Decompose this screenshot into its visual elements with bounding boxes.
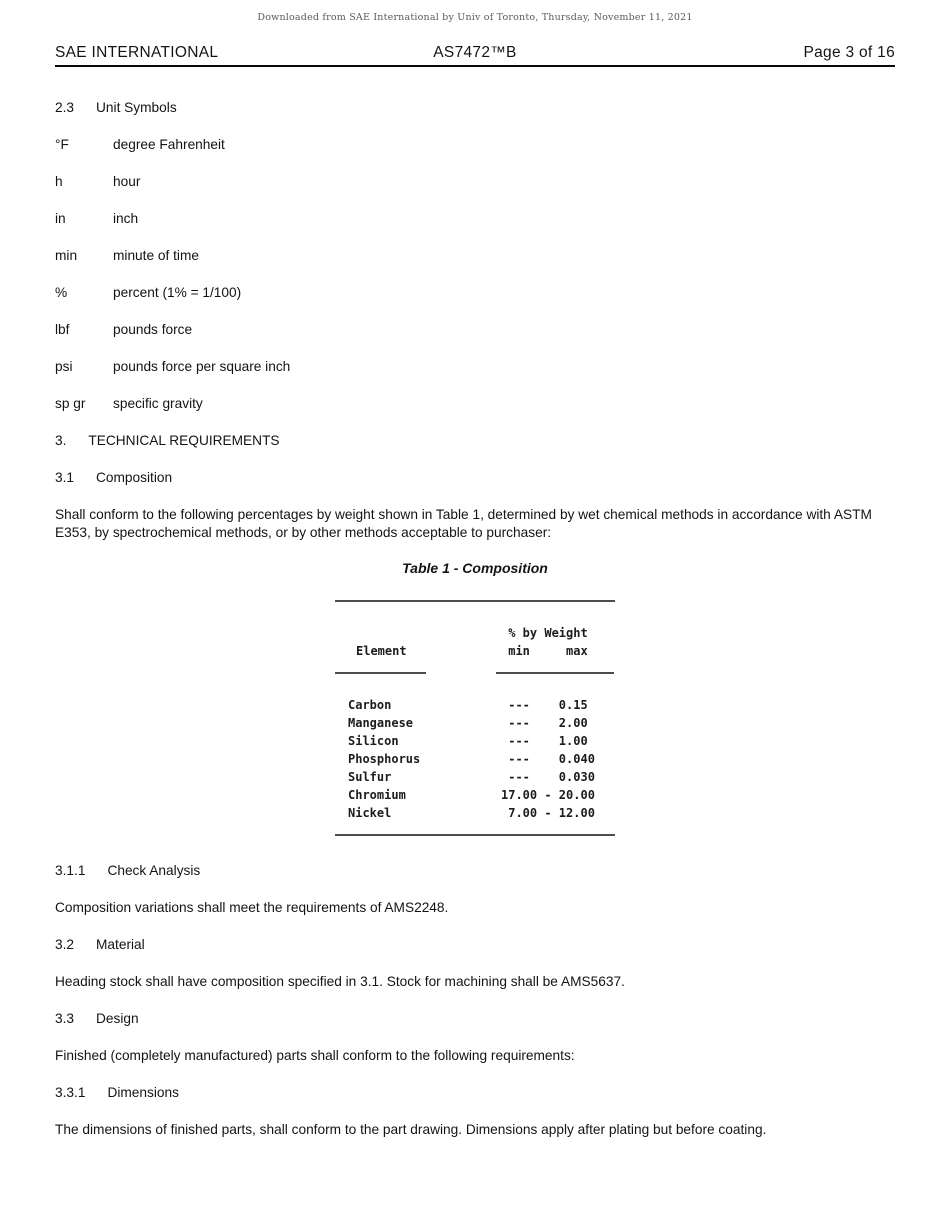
weight-column-header: % by Weight — [501, 626, 588, 640]
unit-definition: pounds force per square inch — [113, 359, 291, 374]
unit-definition: minute of time — [113, 248, 199, 263]
composition-table — [335, 600, 615, 836]
section-heading-check-analysis — [55, 862, 895, 880]
table1-title: Table 1 - Composition — [402, 560, 548, 576]
unit-symbol: % — [55, 285, 68, 300]
element-cell: Sulfur — [348, 770, 392, 784]
unit-row — [55, 136, 895, 154]
section-heading-dimensions — [55, 1084, 895, 1102]
design-paragraph: Finished (completely manufactured) parts shall conform to the following requirements: — [55, 1048, 575, 1063]
unit-definition: inch — [113, 211, 139, 226]
unit-row — [55, 247, 895, 265]
value-cell: --- 0.040 — [501, 752, 595, 766]
header-spacer — [335, 624, 501, 642]
section-title: Dimensions — [107, 1085, 179, 1100]
unit-row — [55, 173, 895, 191]
unit-definition: percent (1% = 1/100) — [113, 285, 242, 300]
unit-row — [55, 358, 895, 376]
table-row — [335, 714, 615, 732]
document-number: AS7472™B — [433, 44, 517, 61]
running-header — [55, 44, 895, 67]
dimensions-paragraph: The dimensions of finished parts, shall conform to the part drawing. Dimensions apply after plating but before coating. — [55, 1122, 767, 1137]
table-row — [335, 786, 615, 804]
section-title: TECHNICAL REQUIREMENTS — [88, 433, 280, 448]
unit-symbol: sp gr — [55, 396, 86, 411]
section-heading-material — [55, 936, 895, 954]
value-cell: --- 1.00 — [501, 734, 588, 748]
section-number: 2.3 — [55, 100, 75, 115]
section-number: 3.3.1 — [55, 1085, 86, 1100]
unit-symbol: h — [55, 174, 63, 189]
element-cell: Chromium — [348, 788, 406, 802]
element-cell: Carbon — [348, 698, 392, 712]
element-cell: Nickel — [348, 806, 392, 820]
element-cell: Manganese — [348, 716, 414, 730]
section-title: Check Analysis — [107, 863, 201, 878]
unit-symbol: min — [55, 248, 78, 263]
section-heading-technical-requirements — [55, 432, 895, 450]
table-row — [335, 732, 615, 750]
unit-row — [55, 284, 895, 302]
section-number: 3.2 — [55, 937, 75, 952]
table-row — [335, 696, 615, 714]
section-title: Material — [96, 937, 145, 952]
section-heading-design — [55, 1010, 895, 1028]
table1-body — [335, 674, 615, 822]
unit-definition: degree Fahrenheit — [113, 137, 225, 152]
section-number: 3. — [55, 433, 67, 448]
unit-definition: pounds force — [113, 322, 193, 337]
download-watermark: Downloaded from SAE International by Univ of Toronto, Thursday, November 11, 2021 — [257, 12, 693, 23]
page-number: Page 3 of 16 — [803, 44, 895, 61]
section-heading-unit-symbols — [55, 99, 895, 117]
element-cell: Phosphorus — [348, 752, 421, 766]
section-number: 3.3 — [55, 1011, 75, 1026]
section-title: Composition — [96, 470, 173, 485]
unit-row — [55, 321, 895, 339]
table-row — [335, 750, 615, 768]
value-cell: 17.00 - 20.00 — [501, 788, 595, 802]
material-paragraph: Heading stock shall have composition specified in 3.1. Stock for machining shall be AMS5637. — [55, 974, 625, 989]
publisher-title: SAE INTERNATIONAL — [55, 44, 219, 61]
page-content — [55, 99, 895, 1139]
unit-definition: specific gravity — [113, 396, 203, 411]
section-title: Design — [96, 1011, 139, 1026]
value-cell: --- 0.030 — [501, 770, 595, 784]
section-number: 3.1 — [55, 470, 75, 485]
header-underlines — [335, 672, 615, 674]
check-analysis-paragraph: Composition variations shall meet the requirements of AMS2248. — [55, 900, 449, 915]
section-number: 3.1.1 — [55, 863, 86, 878]
unit-symbol-list — [55, 136, 895, 413]
value-cell: 7.00 - 12.00 — [501, 806, 595, 820]
table-row — [335, 768, 615, 786]
weight-underline — [496, 672, 614, 674]
unit-symbol: °F — [55, 137, 69, 152]
value-cell: --- 0.15 — [501, 698, 588, 712]
unit-symbol: psi — [55, 359, 73, 374]
section-title: Unit Symbols — [96, 100, 177, 115]
element-cell: Silicon — [348, 734, 399, 748]
element-underline — [335, 672, 426, 674]
unit-symbol: in — [55, 211, 66, 226]
unit-row — [55, 210, 895, 228]
unit-definition: hour — [113, 174, 141, 189]
min-max-column-header: min max — [501, 644, 588, 658]
table-row — [335, 804, 615, 822]
unit-row — [55, 395, 895, 413]
composition-paragraph: Shall conform to the following percentages by weight shown in Table 1, determined by wet chemical methods in accordance with ASTM E353, by spectrochemical methods, or by other methods acceptable to purchaser: — [55, 507, 872, 540]
table1-header — [335, 602, 615, 674]
value-cell: --- 2.00 — [501, 716, 588, 730]
element-column-header: Element — [356, 644, 407, 658]
unit-symbol: lbf — [55, 322, 70, 337]
section-heading-composition — [55, 469, 895, 487]
